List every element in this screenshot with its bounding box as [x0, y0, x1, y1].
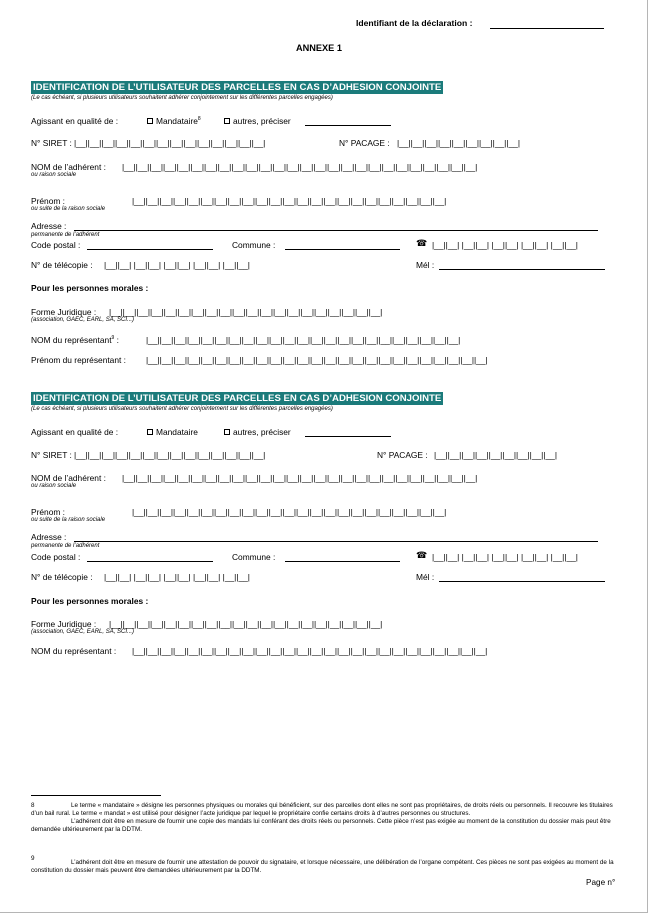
block1-pacage-label: N° PACAGE : — [339, 138, 390, 148]
footnote-ref-9: 9 — [111, 335, 115, 342]
footnote-9 — [31, 855, 617, 875]
footnote-8-text2: L’adhérent doit être en mesure de fournir une copie des mandats lui conférant des droits réels ou personnels. Cette pièce n’est pas exigée au moment de la constitution du dossier mais peut être demandée ultérieurement par la DDTM. — [31, 818, 611, 833]
block2-nom-label: NOM de l’adhérent : — [31, 473, 106, 483]
block2-forme-boxes[interactable]: |__||__||__||__||__||__||__||__||__||__||__||__||__||__||__||__||__||__||__||__| — [109, 619, 383, 629]
block1-cp-field[interactable] — [87, 249, 213, 250]
phone-icon: ☎ — [416, 550, 428, 560]
block2-autres-field[interactable] — [305, 436, 391, 437]
block1-commune-label: Commune : — [232, 240, 276, 250]
block1-forme-label: Forme Juridique : — [31, 307, 97, 317]
checkbox-mandataire[interactable] — [147, 429, 153, 435]
block2-prenom-sub: ou suite de la raison sociale — [31, 517, 106, 523]
block2-forme-label: Forme Juridique : — [31, 619, 97, 629]
block1-nom-sub: ou raison sociale — [31, 172, 77, 178]
block2-prenom-boxes[interactable]: |__||__||__||__||__||__||__||__||__||__||__||__||__||__||__||__||__||__||__||__||__||__||__| — [132, 507, 447, 517]
block1-morales-label: Pour les personnes morales : — [31, 283, 149, 293]
block2-agissant-label: Agissant en qualité de : — [31, 427, 119, 437]
footnote-8-text: Le terme « mandataire » désigne les personnes physiques ou morales qui bénéficient, sur des parcelles dont elles ne sont pas propriétaires, de droits réels ou personnels. Il recouvre les titulaires d’un bail rural. Le terme « mandat » est utilisé pour désigner l’acte juridique par lequel le propriétaire confie certains droits à d’autres personnes ou structures. — [31, 802, 613, 817]
block1-prenom-rep-boxes[interactable]: |__||__||__||__||__||__||__||__||__||__||__||__||__||__||__||__||__||__||__||__||__||__||__||__||__| — [146, 355, 488, 365]
block2-siret-label: N° SIRET : — [31, 450, 72, 460]
block2-option-mandataire[interactable] — [147, 427, 198, 437]
block1-commune-field[interactable] — [285, 249, 400, 250]
block2-rep-label: NOM du représentant : — [31, 646, 117, 656]
block2-fax-label: N° de télécopie : — [31, 572, 93, 582]
block1-nom-label: NOM de l’adhérent : — [31, 162, 106, 172]
block2-option-autres[interactable] — [224, 427, 291, 437]
block2-cp-field[interactable] — [87, 561, 213, 562]
block1-nom-boxes[interactable]: |__||__||__||__||__||__||__||__||__||__||__||__||__||__||__||__||__||__||__||__||__||__||__||__||__||__| — [122, 162, 478, 172]
block2-nom-boxes[interactable]: |__||__||__||__||__||__||__||__||__||__||__||__||__||__||__||__||__||__||__||__||__||__||__||__||__||__| — [122, 473, 478, 483]
block1-prenom-sub: ou suite de la raison sociale — [31, 206, 106, 212]
block1-siret-label: N° SIRET : — [31, 138, 72, 148]
page-number-label: Page n° — [586, 878, 616, 887]
block2-commune-label: Commune : — [232, 552, 276, 562]
footnote-8 — [31, 802, 617, 834]
block1-phone-boxes[interactable]: |__||__| |__||__| |__||__| |__||__| |__||__| — [432, 240, 578, 250]
block1-mel-label: Mél : — [416, 260, 435, 270]
block1-adresse-sub: permanente de l’adhérent — [31, 232, 100, 238]
block1-autres-field[interactable] — [305, 125, 391, 126]
checkbox-autres[interactable] — [224, 118, 230, 124]
block2-pacage-label: N° PACAGE : — [377, 450, 428, 460]
block2-rep-boxes[interactable]: |__||__||__||__||__||__||__||__||__||__||__||__||__||__||__||__||__||__||__||__||__||__||__||__||__||__| — [132, 646, 488, 656]
block2-adresse-field[interactable] — [74, 541, 598, 542]
footnote-9-number: 9 — [31, 855, 35, 862]
block2-commune-field[interactable] — [285, 561, 400, 562]
block2-pacage-boxes[interactable]: |__||__||__||__||__||__||__||__||__| — [434, 450, 557, 460]
mandataire-label: Mandataire — [156, 116, 198, 126]
block1-prenom-rep-label: Prénom du représentant : — [31, 355, 126, 365]
block1-cp-label: Code postal : — [31, 240, 81, 250]
block1-rep-boxes[interactable]: |__||__||__||__||__||__||__||__||__||__||__||__||__||__||__||__||__||__||__||__||__||__||__| — [146, 335, 461, 345]
declaration-id-field[interactable] — [490, 28, 604, 29]
rep-label-text: NOM du représentant — [31, 335, 112, 345]
block2-adresse-label: Adresse : — [31, 532, 67, 542]
footnote-8-number: 8 — [31, 802, 35, 809]
block2-nom-sub: ou raison sociale — [31, 483, 77, 489]
block1-banner: IDENTIFICATION DE L’UTILISATEUR DES PARCELLES EN CAS D’ADHESION CONJOINTE — [33, 82, 442, 93]
block1-prenom-boxes[interactable]: |__||__||__||__||__||__||__||__||__||__||__||__||__||__||__||__||__||__||__||__||__||__||__| — [132, 196, 447, 206]
footnote-ref-8: 8 — [197, 116, 201, 123]
block1-fax-boxes[interactable]: |__||__| |__||__| |__||__| |__||__| |__||__| — [104, 260, 250, 270]
block1-agissant-label: Agissant en qualité de : — [31, 116, 119, 126]
block2-forme-sub: (association, GAEC, EARL, SA, SCI...) — [31, 629, 135, 635]
mandataire-label: Mandataire — [156, 427, 198, 437]
block2-mel-field[interactable] — [439, 581, 605, 582]
block1-adresse-label: Adresse : — [31, 221, 67, 231]
block1-pacage-boxes[interactable]: |__||__||__||__||__||__||__||__||__| — [397, 138, 520, 148]
autres-label: autres, préciser — [233, 116, 291, 126]
annexe-title: ANNEXE 1 — [296, 43, 342, 53]
block1-adresse-field[interactable] — [74, 230, 598, 231]
footnote-separator — [31, 795, 161, 796]
block1-fax-label: N° de télécopie : — [31, 260, 93, 270]
block1-forme-sub: (association, GAEC, EARL, SA, SCI...) — [31, 317, 135, 323]
block1-option-mandataire[interactable] — [147, 116, 201, 126]
block1-option-autres[interactable] — [224, 116, 291, 126]
declaration-id-label: Identifiant de la déclaration : — [356, 18, 473, 28]
block2-morales-label: Pour les personnes morales : — [31, 596, 149, 606]
block2-adresse-sub: permanente de l’adhérent — [31, 543, 100, 549]
block2-banner: IDENTIFICATION DE L’UTILISATEUR DES PARCELLES EN CAS D’ADHESION CONJOINTE — [33, 393, 442, 404]
block1-prenom-label: Prénom : — [31, 196, 65, 206]
block2-mel-label: Mél : — [416, 572, 435, 582]
block2-cp-label: Code postal : — [31, 552, 81, 562]
block2-prenom-label: Prénom : — [31, 507, 65, 517]
autres-label: autres, préciser — [233, 427, 291, 437]
block1-note: (Le cas échéant, si plusieurs utilisateurs souhaitent adhérer conjointement sur les différentes parcelles engagées) — [31, 95, 333, 101]
block2-siret-boxes[interactable]: |__||__||__||__||__||__||__||__||__||__||__||__||__||__| — [74, 450, 266, 460]
footnote-9-text: L’adhérent doit être en mesure de fournir une attestation de pouvoir du signataire, et lorsque nécessaire, une délibération de l’organe compétent. Ces pièces ne sont pas exigées au moment de la constitution du dossier mais peuvent être demandées ultérieurement par la DDTM. — [31, 859, 614, 874]
block2-fax-boxes[interactable]: |__||__| |__||__| |__||__| |__||__| |__||__| — [104, 572, 250, 582]
checkbox-autres[interactable] — [224, 429, 230, 435]
checkbox-mandataire[interactable] — [147, 118, 153, 124]
block1-forme-boxes[interactable]: |__||__||__||__||__||__||__||__||__||__||__||__||__||__||__||__||__||__||__||__| — [109, 307, 383, 317]
rep-label-suffix: : — [114, 335, 119, 345]
block1-siret-boxes[interactable]: |__||__||__||__||__||__||__||__||__||__||__||__||__||__| — [74, 138, 266, 148]
block2-note: (Le cas échéant, si plusieurs utilisateurs souhaitent adhérer conjointement sur les différentes parcelles engagées) — [31, 406, 333, 412]
block1-rep-label — [31, 335, 119, 345]
block2-phone-boxes[interactable]: |__||__| |__||__| |__||__| |__||__| |__||__| — [432, 552, 578, 562]
block1-mel-field[interactable] — [439, 269, 605, 270]
phone-icon: ☎ — [416, 238, 428, 248]
